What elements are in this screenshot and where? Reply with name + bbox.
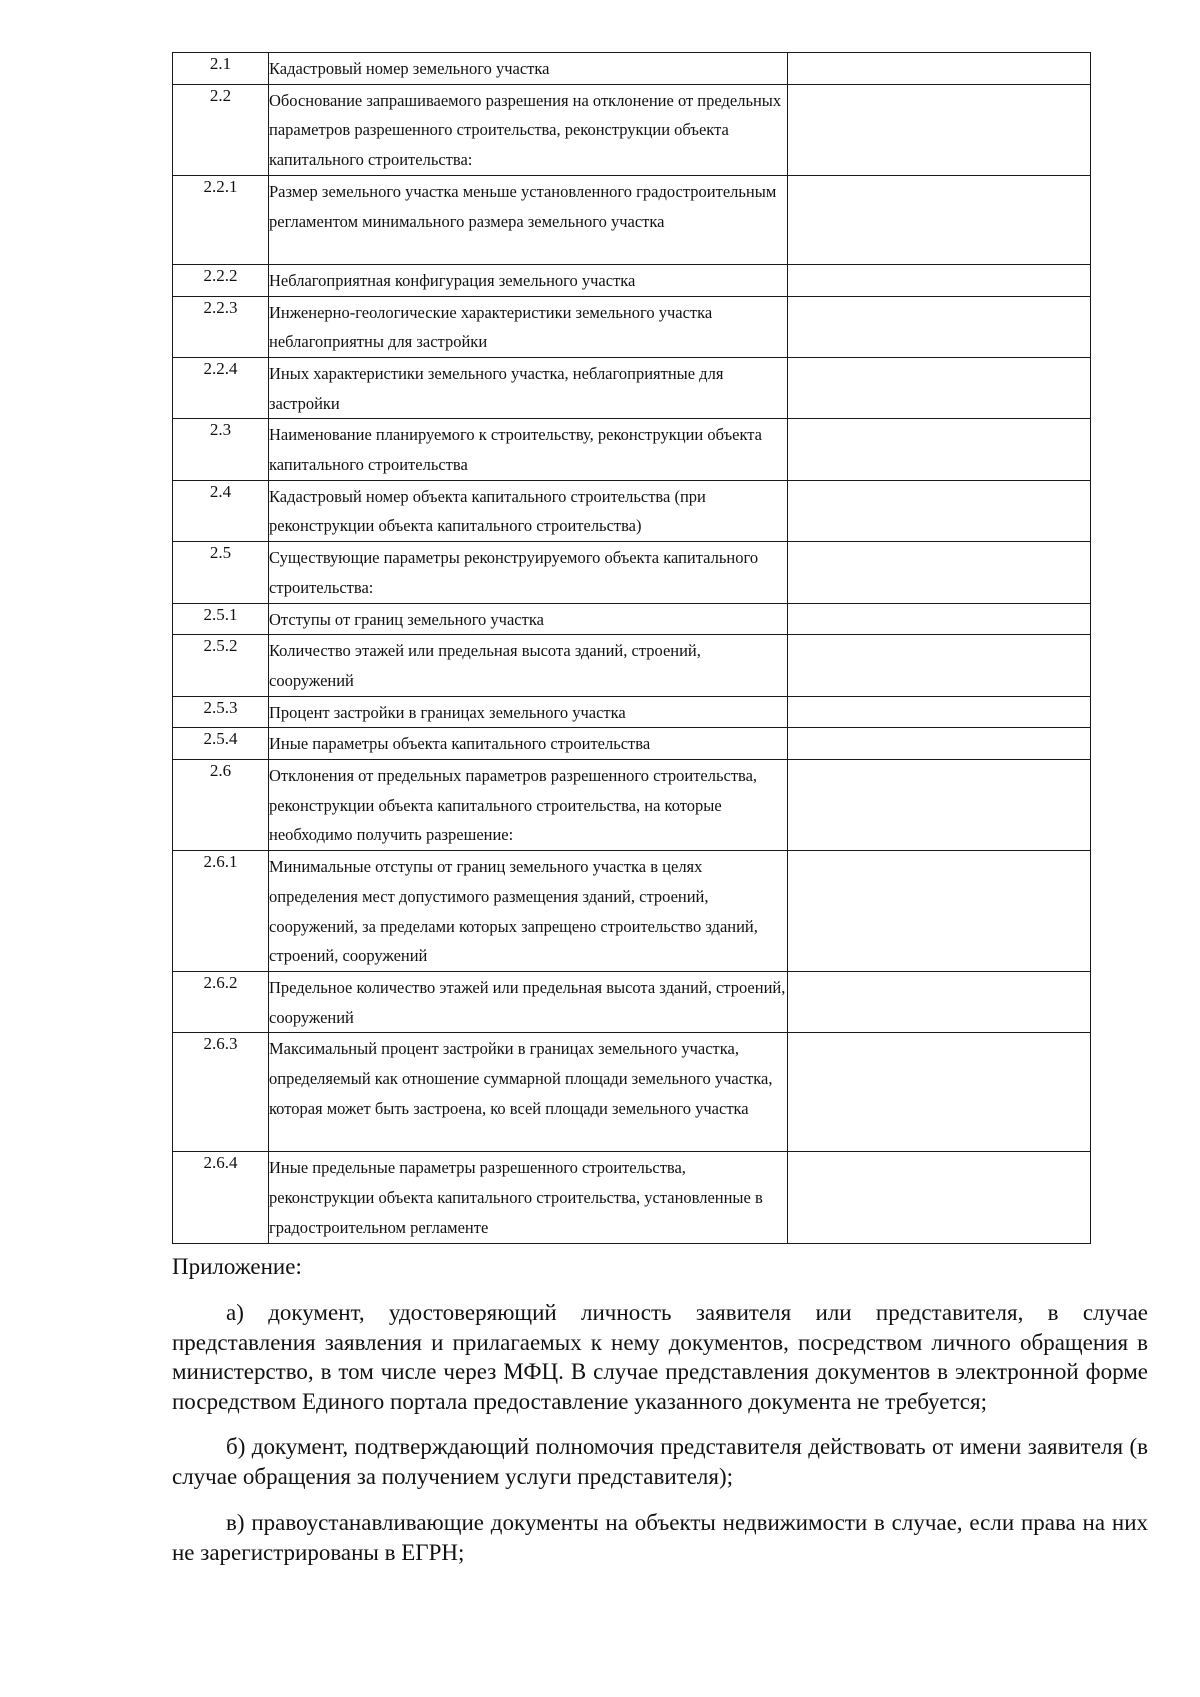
row-number: 2.6.3 [173,1033,269,1152]
row-label: Максимальный процент застройки в границах земельного участка, определяемый как отношение суммарной площади земельного участка, которая может быть застроена, ко всей площади земельного участка [269,1033,788,1152]
table-row [173,264,1091,296]
row-label: Кадастровый номер объекта капитального строительства (при реконструкции объекта капитального строительства) [269,480,788,541]
table-row [173,296,1091,357]
table-row [173,728,1091,760]
row-value-cell[interactable] [788,264,1091,296]
table-row [173,971,1091,1032]
row-number: 2.2 [173,84,269,175]
row-label: Иные параметры объекта капитального строительства [269,728,788,760]
row-number: 2.5.2 [173,635,269,696]
table-row [173,635,1091,696]
appendix-item-b: б) документ, подтверждающий полномочия представителя действовать от имени заявителя (в случае обращения за получением услуги представителя); [172,1434,1148,1489]
row-value-cell[interactable] [788,971,1091,1032]
row-number: 2.5.1 [173,603,269,635]
table-row [173,357,1091,418]
row-label: Неблагоприятная конфигурация земельного участка [269,264,788,296]
row-number: 2.2.1 [173,175,269,264]
row-value-cell[interactable] [788,419,1091,480]
table-row [173,1033,1091,1152]
row-label: Отклонения от предельных параметров разрешенного строительства, реконструкции объекта капитального строительства, на которые необходимо получить разрешение: [269,760,788,851]
row-number: 2.4 [173,480,269,541]
row-number: 2.6 [173,760,269,851]
table-row [173,480,1091,541]
row-number: 2.6.2 [173,971,269,1032]
row-value-cell[interactable] [788,760,1091,851]
row-value-cell[interactable] [788,1152,1091,1243]
table-row [173,603,1091,635]
row-label: Существующие параметры реконструируемого объекта капитального строительства: [269,542,788,603]
row-value-cell[interactable] [788,728,1091,760]
row-value-cell[interactable] [788,542,1091,603]
row-label: Обоснование запрашиваемого разрешения на отклонение от предельных параметров разрешенного строительства, реконструкции объекта капитального строительства: [269,84,788,175]
row-number: 2.2.2 [173,264,269,296]
row-label: Отступы от границ земельного участка [269,603,788,635]
row-value-cell[interactable] [788,1033,1091,1152]
table-row [173,84,1091,175]
row-number: 2.2.3 [173,296,269,357]
table-row [173,760,1091,851]
table-row [173,696,1091,728]
row-label: Размер земельного участка меньше установленного градостроительным регламентом минимального размера земельного участка [269,175,788,264]
row-number: 2.6.1 [173,851,269,972]
table-row [173,851,1091,972]
table-row [173,175,1091,264]
row-value-cell[interactable] [788,84,1091,175]
parameters-table [172,52,1091,1244]
row-number: 2.5.3 [173,696,269,728]
table-row [173,1152,1091,1243]
row-label: Иные предельные параметры разрешенного строительства, реконструкции объекта капитального строительства, установленные в градостроительном регламенте [269,1152,788,1243]
appendix-title: Приложение: [172,1254,302,1279]
row-value-cell[interactable] [788,357,1091,418]
row-value-cell[interactable] [788,175,1091,264]
row-value-cell[interactable] [788,53,1091,85]
row-value-cell[interactable] [788,851,1091,972]
row-number: 2.3 [173,419,269,480]
row-label: Количество этажей или предельная высота зданий, строений, сооружений [269,635,788,696]
row-value-cell[interactable] [788,696,1091,728]
row-label: Процент застройки в границах земельного участка [269,696,788,728]
row-number: 2.5 [173,542,269,603]
appendix-item-c: в) правоустанавливающие документы на объекты недвижимости в случае, если права на них не зарегистрированы в ЕГРН; [172,1510,1148,1565]
row-value-cell[interactable] [788,480,1091,541]
row-label: Инженерно-геологические характеристики земельного участка неблагоприятны для застройки [269,296,788,357]
row-label: Минимальные отступы от границ земельного участка в целях определения мест допустимого размещения зданий, строений, сооружений, за пределами которых запрещено строительство зданий, строений, сооружений [269,851,788,972]
row-label: Кадастровый номер земельного участка [269,53,788,85]
row-label: Наименование планируемого к строительству, реконструкции объекта капитального строительства [269,419,788,480]
appendix-item-a: а) документ, удостоверяющий личность заявителя или представителя, в случае представления заявления и прилагаемых к нему документов, посредством личного обращения в министерство, в том числе через МФЦ. В случае представления документов в электронной форме посредством Единого портала предоставление указанного документа не требуется; [172,1300,1148,1414]
row-number: 2.1 [173,53,269,85]
row-number: 2.2.4 [173,357,269,418]
row-number: 2.5.4 [173,728,269,760]
row-value-cell[interactable] [788,635,1091,696]
row-label: Иных характеристики земельного участка, неблагоприятные для застройки [269,357,788,418]
table-row [173,53,1091,85]
row-value-cell[interactable] [788,296,1091,357]
row-value-cell[interactable] [788,603,1091,635]
row-label: Предельное количество этажей или предельная высота зданий, строений, сооружений [269,971,788,1032]
table-row [173,542,1091,603]
table-row [173,419,1091,480]
row-number: 2.6.4 [173,1152,269,1243]
